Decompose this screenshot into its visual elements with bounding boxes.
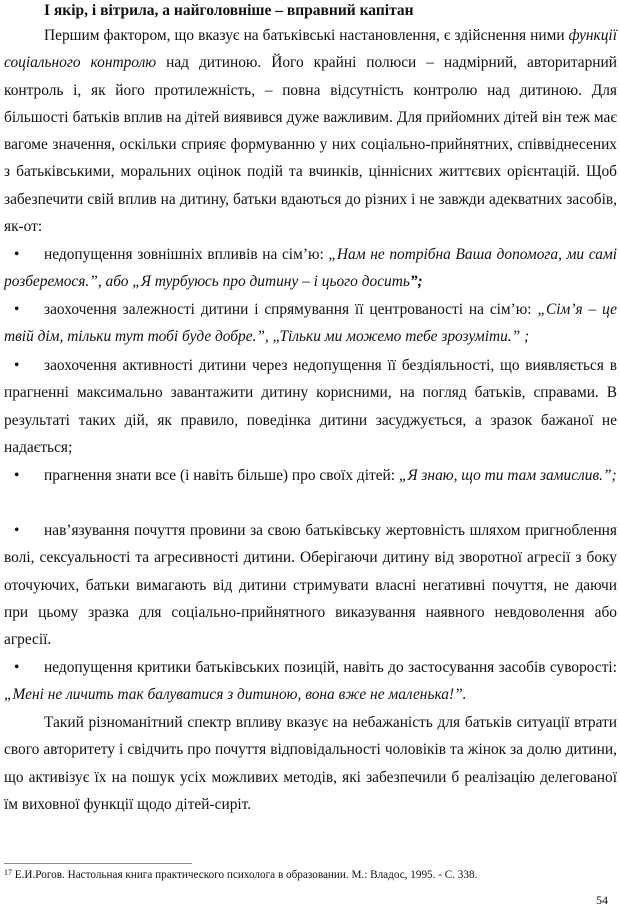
list-item-quote: „Нам не потрібна Ваша допомога, ми самі розберемося.”, або „Я турбуюсь про дитину – і цього досить <box>4 246 617 291</box>
list-item-text: заохочення активності дитини через недопущення її бездіяльності, що виявляється в прагненні максимально завантажити дитину корисними, на погляд батьків, справами. В результаті таких дій, як правило, поведінка дитини засуджується, а зразок бажаної не надається; <box>4 357 617 456</box>
intro-text-c: над дитиною. Його крайні полюси – надмірний, авторитарний контроль і, як його протилежність, – повна відсутність контролю над дитиною. Для більшості батьків вплив на дітей виявився дуже важливим. Для прийомних дітей він теж має вагоме значення, оскільки сприяє формуванню у них соціально-прийнятних, співвіднесених з батьківськими, моральних оцінок подій та вчинків, ціннісних життєвих орієнтацій. Щоб забезпечити свій вплив на дитину, батьки вдаються до різних і не завжди адекватних засобів, як-от: <box>4 54 617 236</box>
bullet-icon: • <box>14 467 20 484</box>
footnote <box>4 868 477 882</box>
bullet-icon: • <box>14 357 20 374</box>
list-item-dependence <box>4 296 617 351</box>
page-number: 54 <box>596 893 608 907</box>
bullet-icon: • <box>14 301 20 318</box>
list-item-text: недопущення критики батьківських позицій, навіть до застосування засобів суворості: <box>44 659 617 676</box>
list-item-quote-end: ”; <box>409 273 423 291</box>
paragraph-intro <box>4 22 617 240</box>
list-item-text: прагнення знати все (і навіть більше) про своїх дітей: <box>44 467 399 484</box>
paragraph-conclusion: Такий різноманітний спектр впливу вказує на небажаність для батьків ситуації втрати свого авторитету і свідчить про почуття відповідальності чоловіків та жінок за долю дитини, що активізує їх на пошук усіх можливих методів, які забезпечили б реалізацію делегованої їм виховної функції щодо дітей-сиріт. <box>4 714 617 813</box>
bullet-icon: • <box>14 659 20 676</box>
list-item-text: недопущення зовнішніх впливів на сім’ю: <box>44 246 329 263</box>
list-item-know-everything <box>4 462 617 489</box>
list-item-text: заохочення залежності дитини і спрямування її центрованості на сім’ю: <box>44 301 538 318</box>
section-heading: І якір, і вітрила, а найголовніше – вправний капітан <box>44 2 414 19</box>
list-item-guilt <box>4 517 617 653</box>
list-item-criticism <box>4 654 617 709</box>
footnote-divider <box>4 863 192 864</box>
list-item-external-influence <box>4 241 617 296</box>
bullet-icon: • <box>14 522 20 539</box>
list-item-quote: „Сім’я – це твій дім, тільки тут тобі буде добре.”, „Тільки ми можемо тебе зрозуміти.” ; <box>4 301 617 346</box>
list-item-quote: „Мені не личить так балуватися з дитиною, вона вже не маленька!”. <box>4 686 467 704</box>
bullet-icon: • <box>14 246 20 263</box>
intro-emphasis: функції соціального контролю <box>4 27 617 72</box>
intro-text-a: Першим фактором, що вказує на батьківські настановлення, є здійснення ними <box>44 27 569 44</box>
list-item-quote: „Я знаю, що ти там замислив.”; <box>398 467 617 484</box>
list-item-text: нав’язування почуття провини за свою батьківську жертовність шляхом пригноблення волі, сексуальності та агресивності дитини. Оберігаючи дитину від зворотної агресії з боку оточуючих, батьки вимагають від дитини стримувати власні негативні почуття, не даючи при цьому зразка для соціально-прийнятного виказування наявного невдоволення або агресії. <box>4 522 617 649</box>
list-item-activity <box>4 352 617 461</box>
footnote-text: Е.И.Рогов. Настольная книга практического психолога в образовании. М.: Владос, 1995. - С. 338. <box>12 869 478 881</box>
footnote-number: 17 <box>4 868 12 877</box>
